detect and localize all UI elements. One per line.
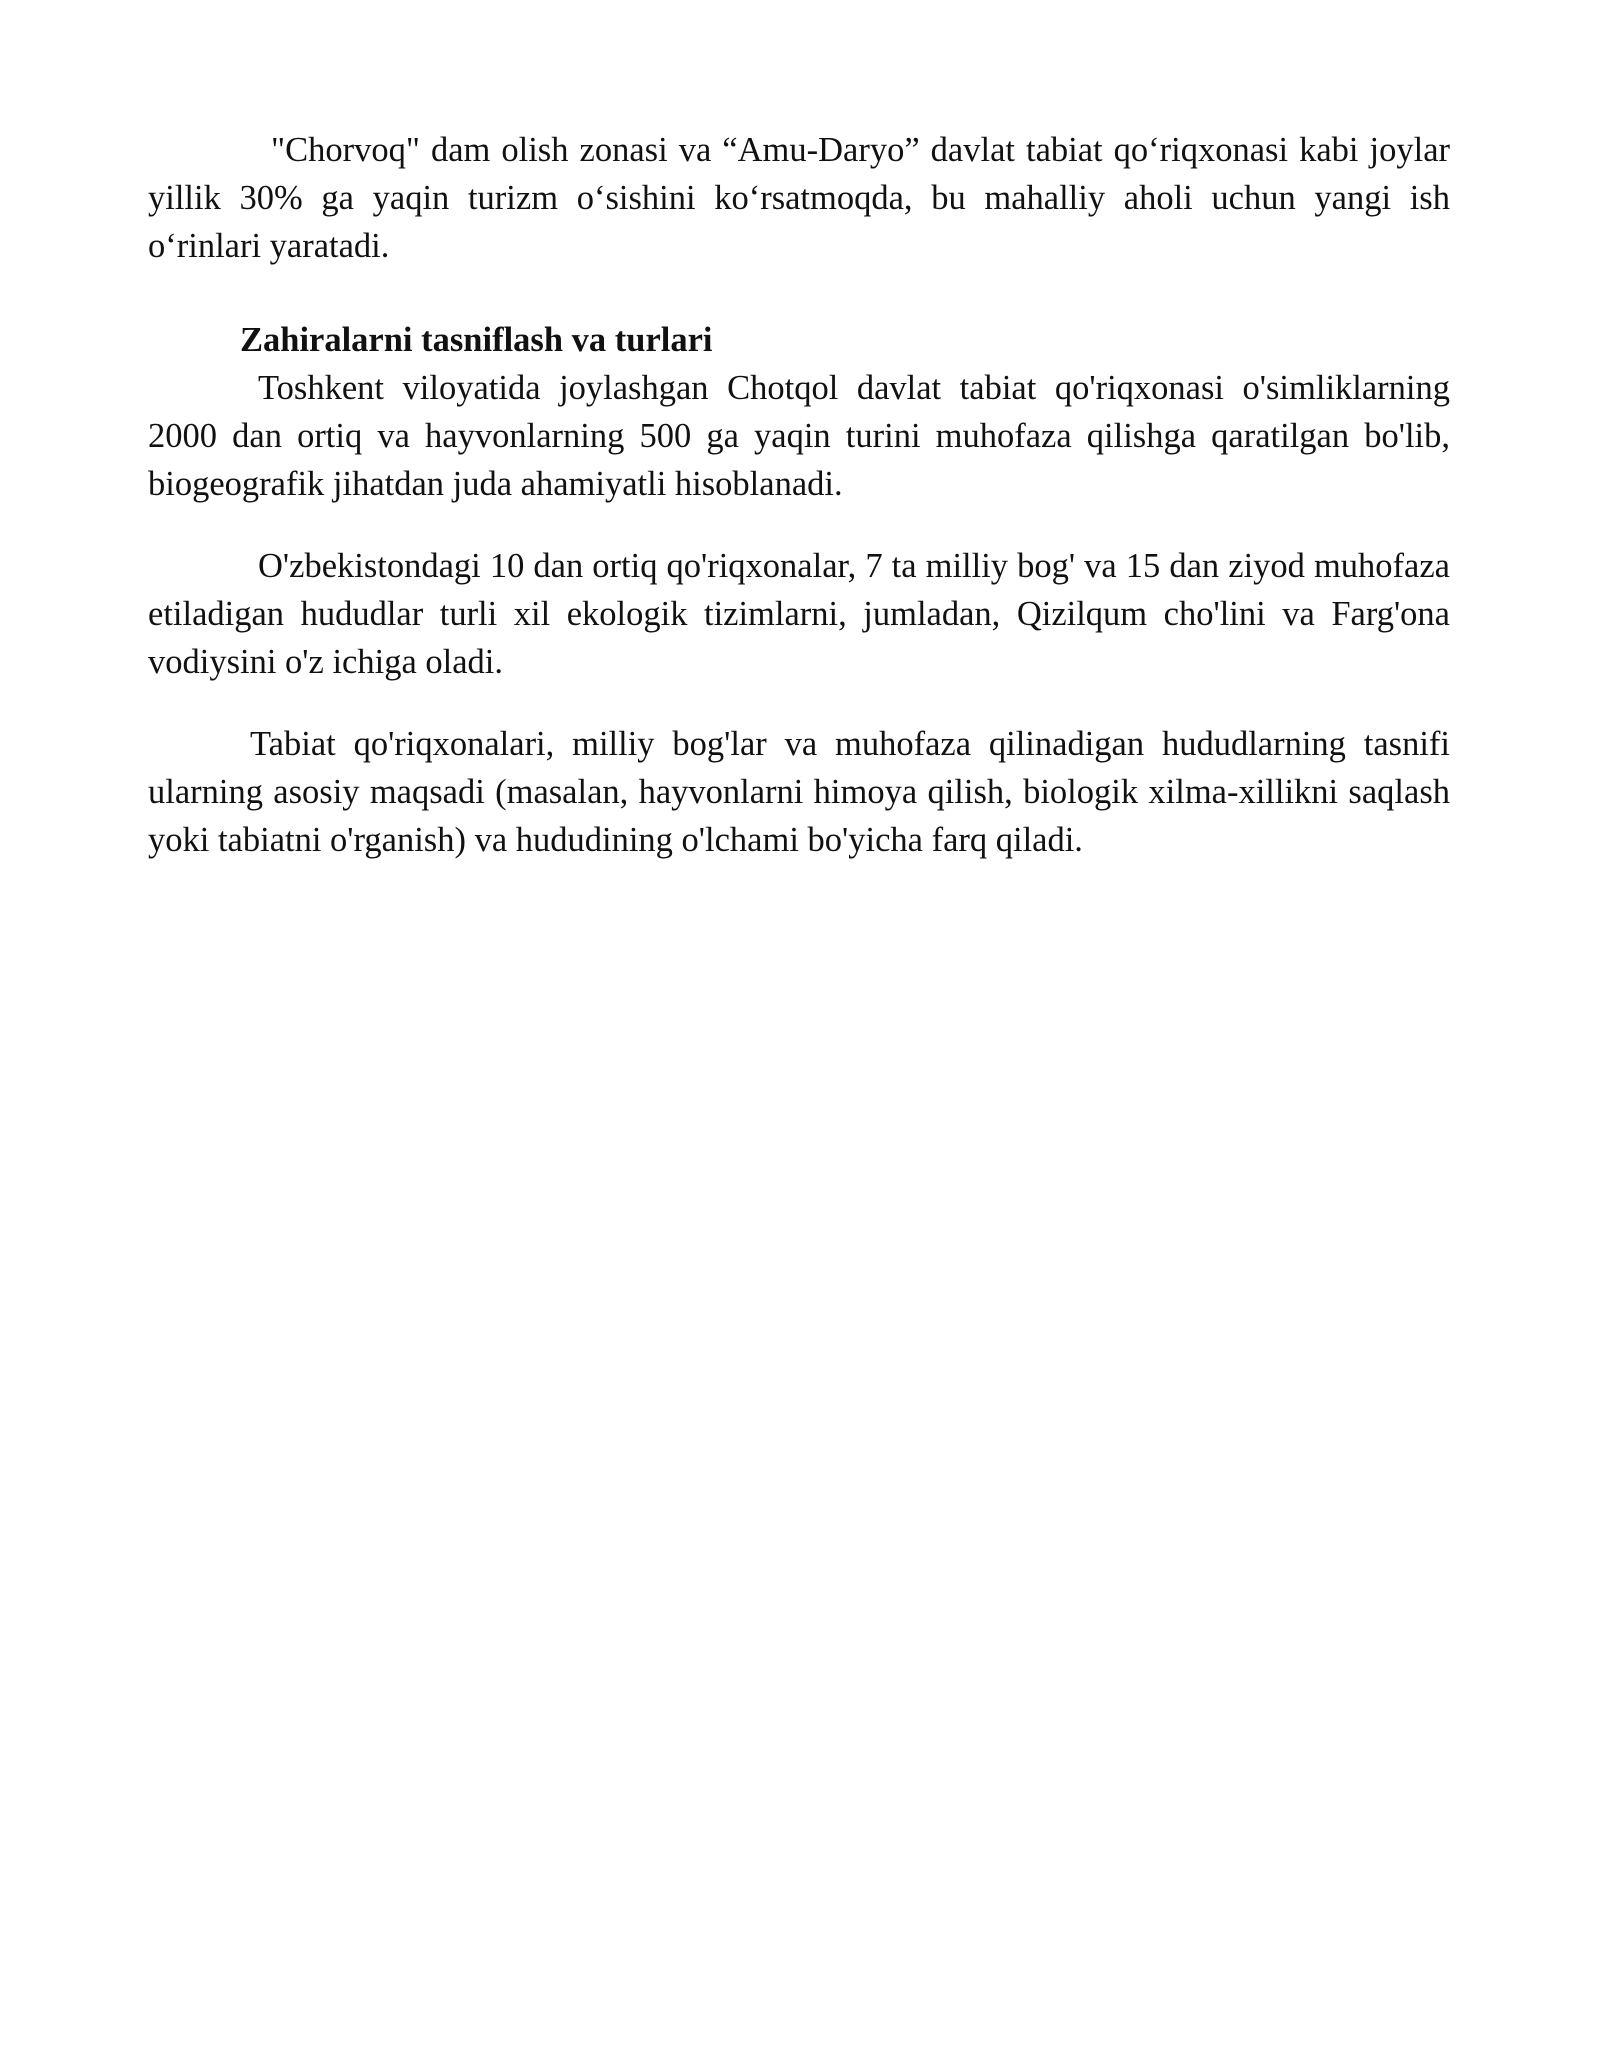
paragraph-tourism: "Chorvoq" dam olish zonasi va “Amu-Daryo” davlat tabiat qo‘riqxonasi kabi joylar yillik 30% ga yaqin turizm o‘sishini ko‘rsatmoqda, bu mahalliy aholi uchun yangi ish o‘rinlari yaratadi. [148, 131, 1450, 265]
paragraph-protected-areas: O'zbekistondagi 10 dan ortiq qo'riqxonalar, 7 ta milliy bog' va 15 dan ziyod muhofaza etiladigan hududlar turli xil ekologik tizimlarni, jumladan, Qizilqum cho'lini va Farg'ona vodiysini o'z ichiga oladi. [148, 547, 1450, 681]
paragraph-classification: Tabiat qo'riqxonalari, milliy bog'lar va muhofaza qilinadigan hududlarning tasnifi ularning asosiy maqsadi (masalan, hayvonlarni himoya qilish, biologik xilma-xillikni saqlash yoki tabiatni o'rganish) va hududining o'lchami bo'yicha farq qiladi. [148, 725, 1450, 859]
section-heading: Zahiralarni tasniflash va turlari [240, 321, 713, 359]
paragraph-chotqol: Toshkent viloyatida joylashgan Chotqol davlat tabiat qo'riqxonasi o'simliklarning 2000 dan ortiq va hayvonlarning 500 ga yaqin turini muhofaza qilishga qaratilgan bo'lib, biogeografik jihatdan juda ahamiyatli hisoblanadi. [148, 369, 1450, 503]
document-page [148, 126, 1450, 864]
